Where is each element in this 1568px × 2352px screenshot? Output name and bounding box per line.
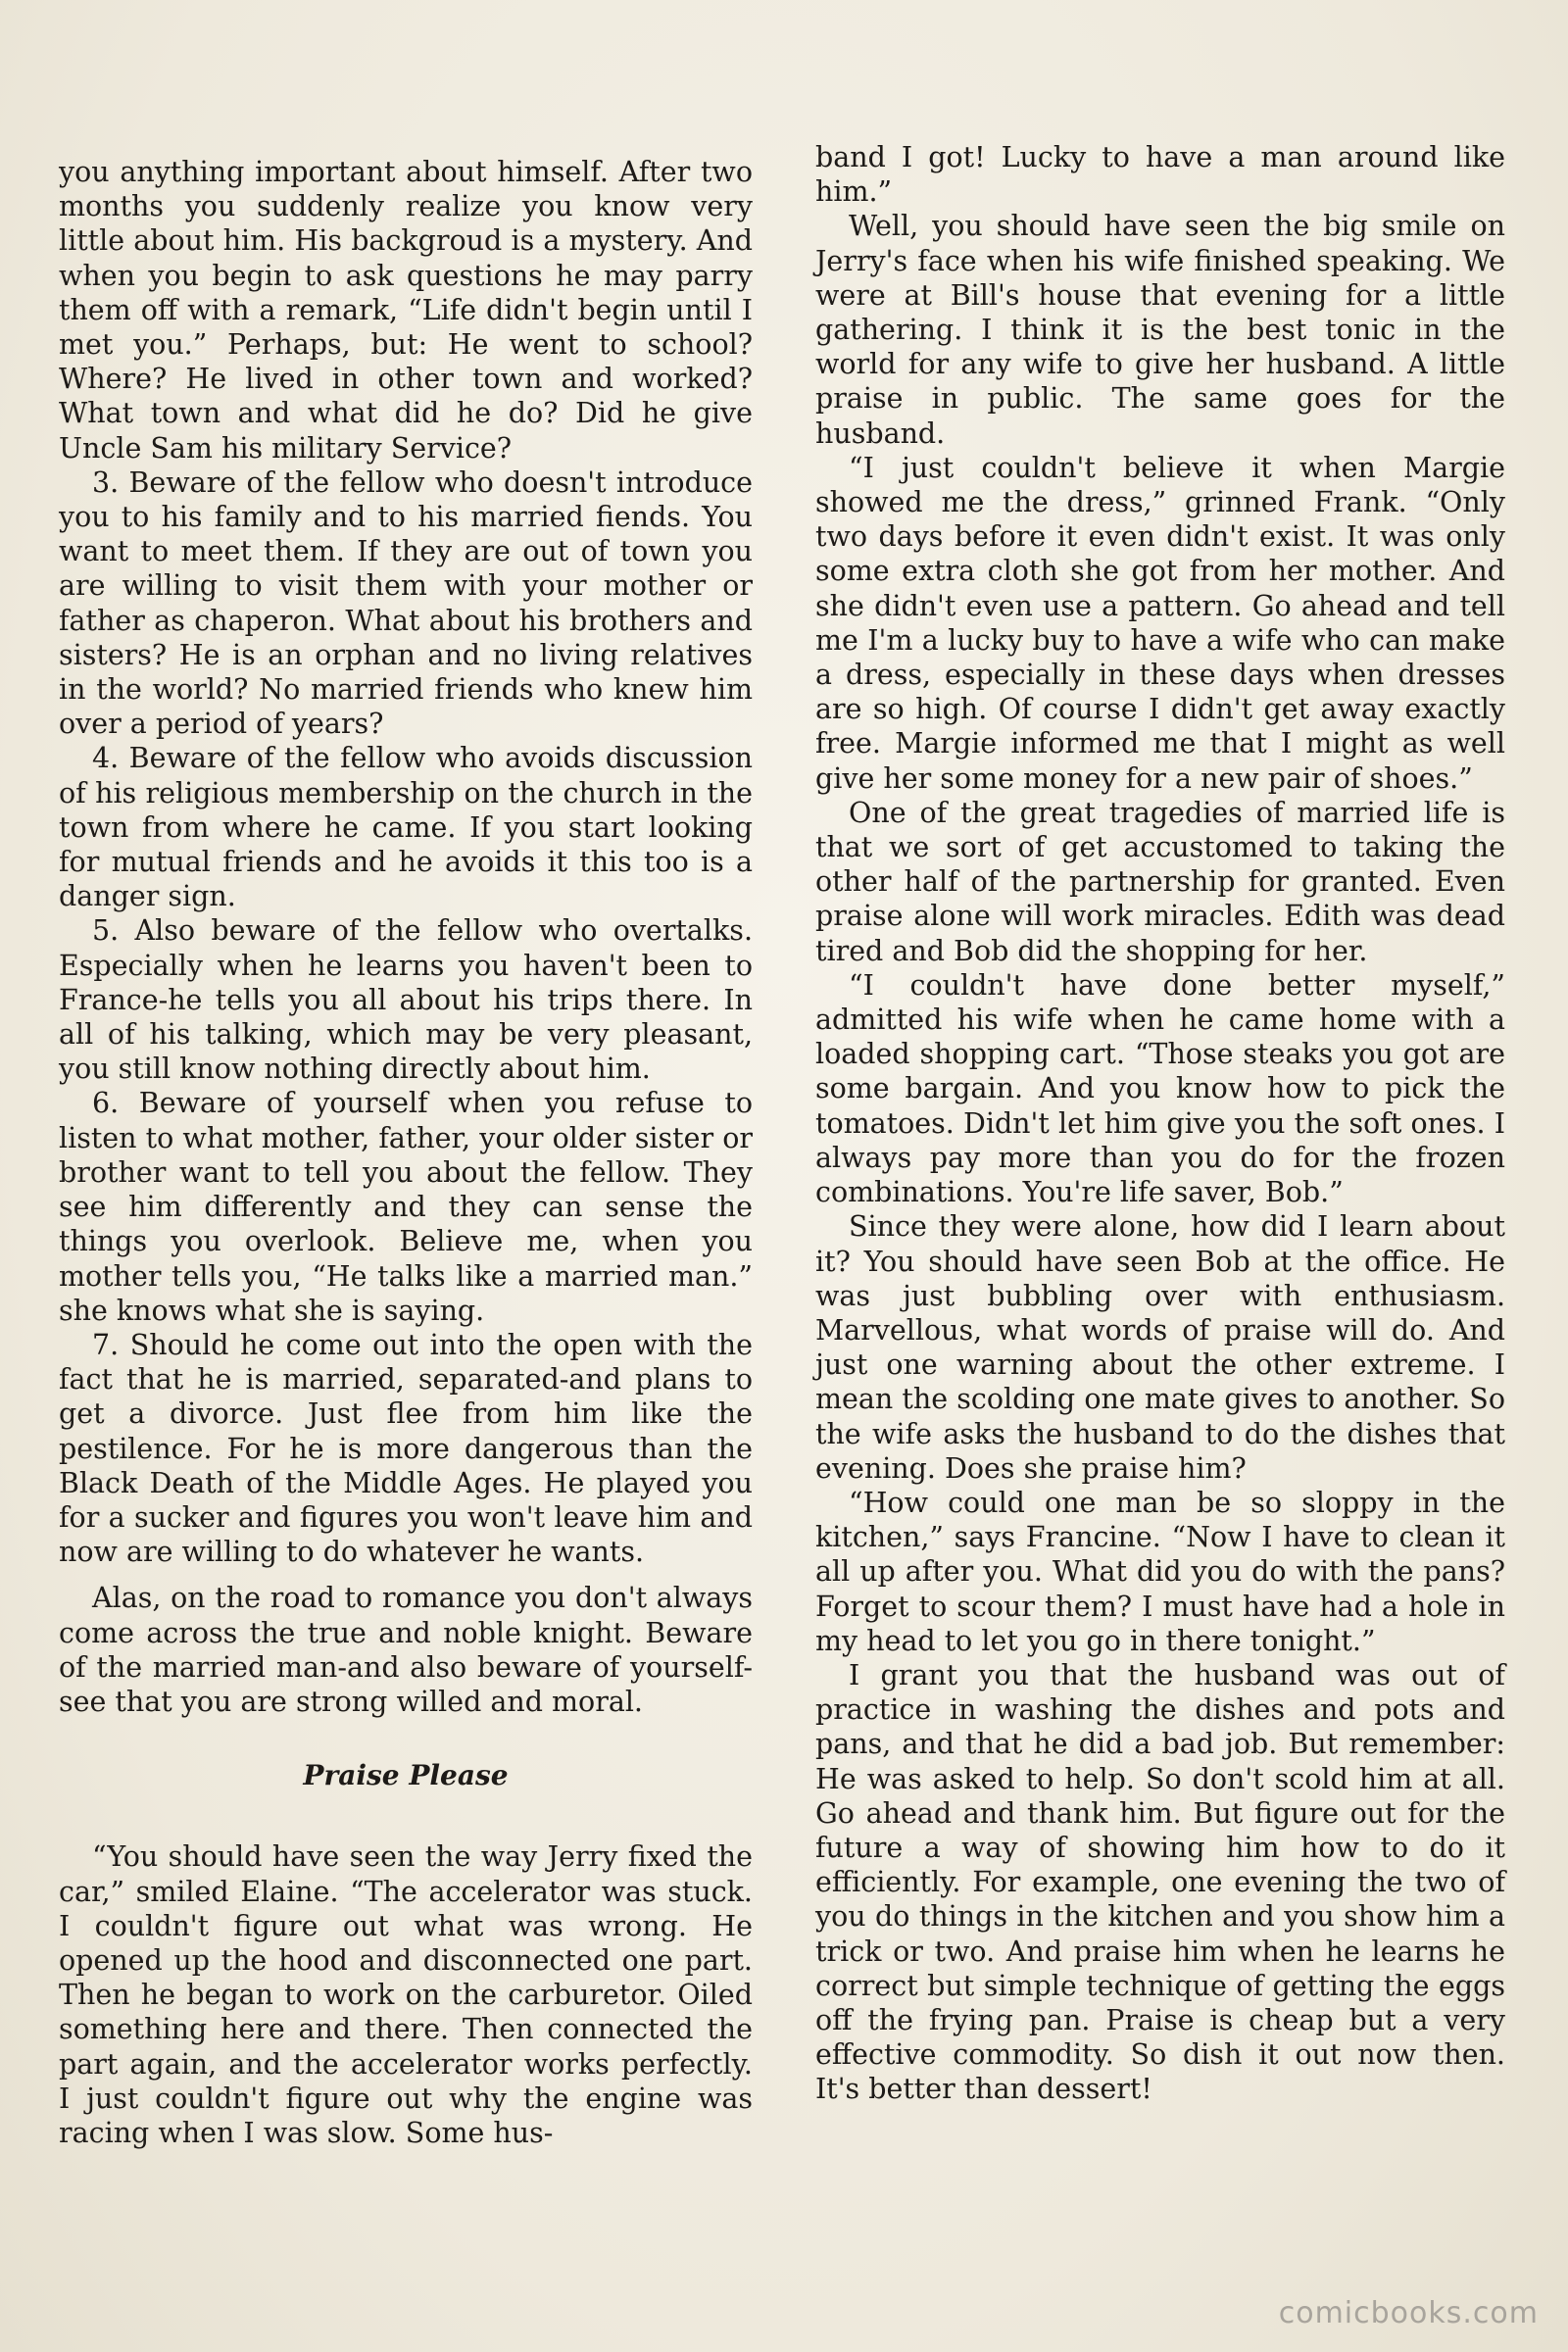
paragraph: I grant you that the husband was out of practice in washing the dishes and pots and pans, and that he did a bad job. But remember: He was asked to help. So don't scold him at all. Go ahead and thank him. But figure out for the future a way of showing him how to do it efficiently. For example, one evening the two of you do things in the kitchen and you show him a trick or two. And praise him when he learns he correct but simple technique of getting the eggs off the frying pan. Praise is cheap but a very effective commodity. So dish it out now then. It's better than dessert! (815, 1658, 1505, 2106)
paragraph: 4. Beware of the fellow who avoids discussion of his religious membership on the church in the town from where he came. If you start looking for mutual friends and he avoids it this too is a danger sign. (59, 742, 753, 913)
paragraph: 3. Beware of the fellow who doesn't introduce you to his family and to his married fiends. You want to meet them. If they are out of town you are willing to visit them with your mother or father as chaperon. What about his brothers and sisters? He is an orphan and no living relatives in the world? No married friends who knew him over a period of years? (59, 466, 753, 741)
left-column (59, 155, 753, 2150)
paragraph: Well, you should have seen the big smile on Jerry's face when his wife finished speaking. We were at Bill's house that evening for a little gathering. I think it is the best tonic in the world for any wife to give her husband. A little praise in public. The same goes for the husband. (815, 210, 1505, 450)
watermark: comicbooks.com (1278, 2296, 1539, 2330)
section-heading: Praise Please (303, 1759, 509, 1792)
paragraph: Alas, on the road to romance you don't always come across the true and noble knight. Beware of the married man-and also beware of yourself-see that you are strong willed and moral. (59, 1582, 753, 1718)
paragraph: band I got! Lucky to have a man around like him.” (815, 141, 1505, 209)
paragraph: “You should have seen the way Jerry fixed the car,” smiled Elaine. “The accelerator was stuck. I couldn't figure out what was wrong. He opened up the hood and disconnected one part. Then he began to work on the carburetor. Oiled something here and there. Then connected the part again, and the accelerator works perfectly. I just couldn't figure out why the engine was racing when I was slow. Some hus- (59, 1840, 753, 2149)
paragraph: Since they were alone, how did I learn about it? You should have seen Bob at the office. He was just bubbling over with enthusiasm. Marvellous, what words of praise will do. And just one warning about the other extreme. I mean the scolding one mate gives to another. So the wife asks the husband to do the dishes that evening. Does she praise him? (815, 1210, 1505, 1485)
paragraph: “How could one man be so sloppy in the kitchen,” says Francine. “Now I have to clean it all up after you. What did you do with the pans? Forget to scour them? I must have had a hole in my head to let you go in there tonight.” (815, 1486, 1505, 1657)
paragraph: “I couldn't have done better myself,” admitted his wife when he came home with a loaded shopping cart. “Those steaks you got are some bargain. And you know how to pick the tomatoes. Didn't let him give you the soft ones. I always pay more than you do for the frozen combinations. You're life saver, Bob.” (815, 968, 1505, 1209)
paragraph: 5. Also beware of the fellow who overtalks. Especially when he learns you haven't been to France-he tells you all about his trips there. In all of his talking, which may be very pleasant, you still know nothing directly about him. (59, 914, 753, 1086)
right-column (815, 140, 1505, 2107)
paragraph: 6. Beware of yourself when you refuse to listen to what mother, father, your older sister or brother want to tell you about the fellow. They see him differently and they can sense the things you overlook. Believe me, when you mother tells you, “He talks like a married man.” she knows what she is saying. (59, 1087, 753, 1327)
paragraph: One of the great tragedies of married life is that we sort of get accustomed to taking the other half of the partnership for granted. Even praise alone will work miracles. Edith was dead tired and Bob did the shopping for her. (815, 796, 1505, 967)
paragraph: 7. Should he come out into the open with the fact that he is married, separated-and plans to get a divorce. Just flee from him like the pestilence. For he is more dangerous than the Black Death of the Middle Ages. He played you for a sucker and figures you won't leave him and now are willing to do whatever he wants. (59, 1328, 753, 1569)
paragraph: “I just couldn't believe it when Margie showed me the dress,” grinned Frank. “Only two days before it even didn't exist. It was only some extra cloth she got from her mother. And she didn't even use a pattern. Go ahead and tell me I'm a lucky buy to have a wife who can make a dress, especially in these days when dresses are so high. Of course I didn't get away exactly free. Margie informed me that I might as well give her some money for a new pair of shoes.” (815, 451, 1505, 795)
paragraph: you anything important about himself. After two months you suddenly realize you know very little about him. His backgroud is a mystery. And when you begin to ask questions he may parry them off with a remark, “Life didn't begin until I met you.” Perhaps, but: He went to school? Where? He lived in other town and worked? What town and what did he do? Did he give Uncle Sam his military Service? (59, 156, 753, 465)
